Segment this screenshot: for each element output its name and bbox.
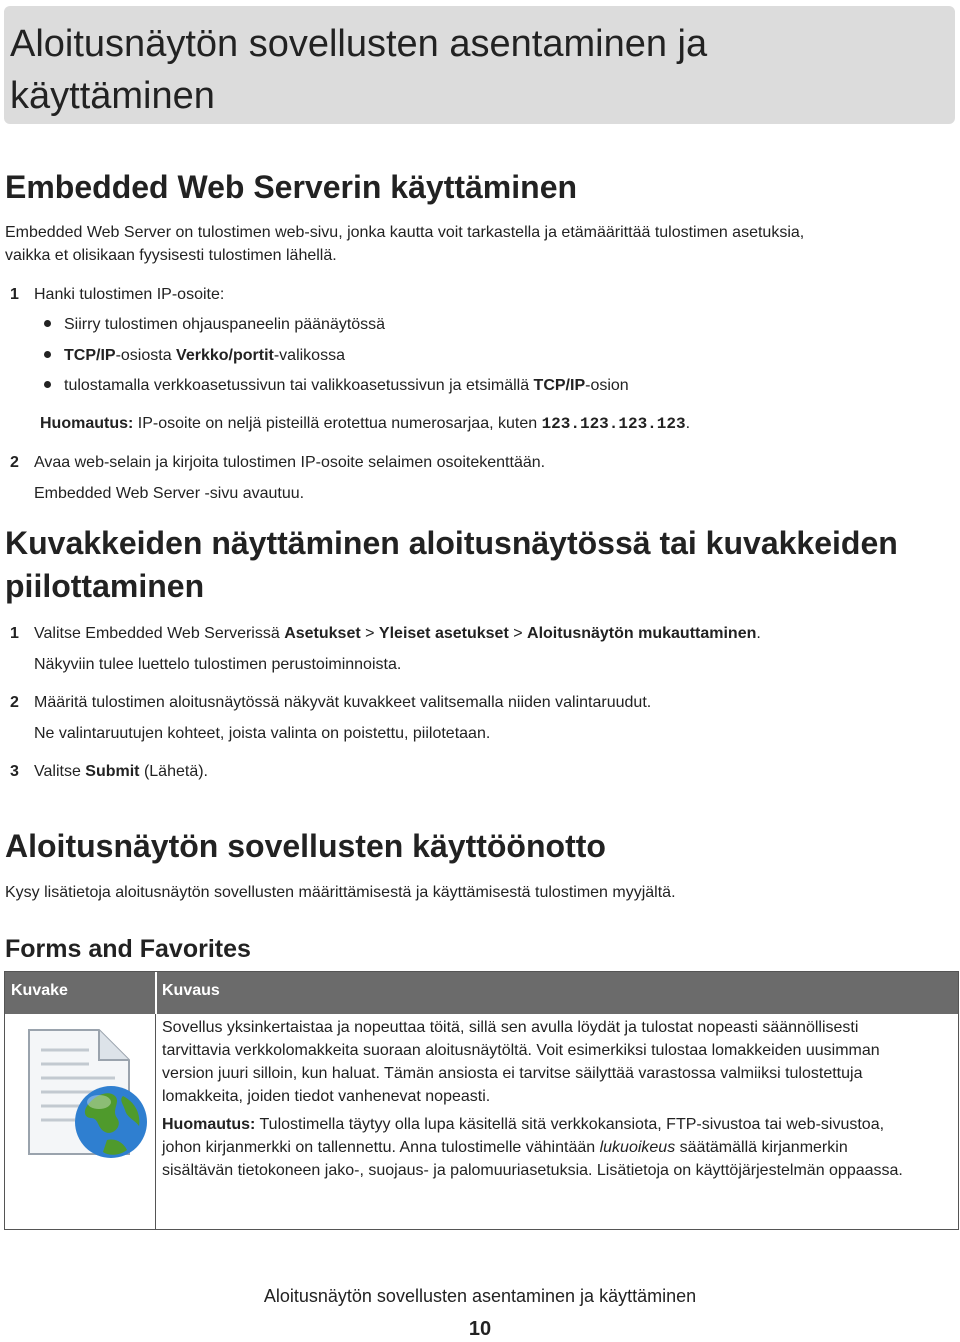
ews-bullet3: tulostamalla verkkoasetussivun tai valikkoasetussivun ja etsimällä TCP/IP-osion [64, 377, 629, 394]
heading-setup: Aloitusnäytön sovellusten käyttöönotto [5, 828, 606, 864]
note-line: sisältävän tietokoneen jako-, suojaus- ja palomuuriasetuksia. Lisätietoja on käyttöjärjestelmän oppaassa. [162, 1162, 903, 1179]
footer-title: Aloitusnäytön sovellusten asentaminen ja käyttäminen [263, 1286, 697, 1306]
note-line: johon kirjanmerkki on tallennettu. Anna tulostimelle vähintään lukuoikeus säätämällä kirjanmerkin [162, 1139, 848, 1156]
note-label: Huomautus: [162, 1116, 256, 1133]
chapter-title-line2: käyttäminen [10, 75, 215, 117]
table-header [5, 972, 958, 1014]
header-divider [155, 972, 157, 1014]
bold-term: TCP/IP [64, 347, 116, 364]
bold-term: Submit [85, 763, 140, 780]
column-divider [155, 1014, 156, 1229]
ip-example: 123.123.123.123 [541, 415, 686, 433]
col-header-desc: Kuvaus [162, 982, 220, 999]
ews-note: Huomautus: IP-osoite on neljä pisteillä erotettua numerosarjaa, kuten 123.123.123.123. [40, 415, 691, 433]
ews-step2-result: Embedded Web Server -sivu avautuu. [34, 485, 305, 502]
heading-forms: Forms and Favorites [5, 935, 251, 963]
desc-line: lomakkeita, joiden tiedot vanhenevat nopeasti. [162, 1088, 491, 1105]
step-number: 2 [10, 694, 19, 711]
note-line: Huomautus: Tulostimella täytyy olla lupa käsitellä sitä verkkokansiota, FTP-sivustoa tai web-sivustoa, [162, 1116, 885, 1133]
bold-term: Yleiset asetukset [378, 625, 509, 642]
note-label: Huomautus: [40, 415, 134, 432]
desc-line: version juuri silloin, kun haluat. Tämän ansiosta ei tarvitse säilyttää varastossa valmiiksi tulostettuja [162, 1065, 863, 1082]
bold-term: Asetukset [284, 625, 361, 642]
heading-ews: Embedded Web Serverin käyttäminen [5, 169, 578, 205]
bold-term: Aloitusnäytön mukauttaminen [527, 625, 757, 642]
app-table [4, 971, 959, 1230]
chapter-title-line1: Aloitusnäytön sovellusten asentaminen ja [10, 23, 708, 65]
step-number: 1 [10, 286, 19, 303]
ews-step1-text: Hanki tulostimen IP-osoite: [34, 286, 225, 303]
bold-term: Verkko/portit [176, 347, 274, 364]
bullet-dot [44, 351, 51, 358]
desc-line: tarvittavia verkkolomakkeita suoraan aloitusnäytöltä. Voit esimerkiksi tulostaa lomakkeiden uusimman [162, 1042, 880, 1059]
forms-favorites-icon [11, 1022, 151, 1162]
desc-line: Sovellus yksinkertaistaa ja nopeuttaa töitä, sillä sen avulla löydät ja tulostat nopeasti säännöllisesti [162, 1019, 859, 1036]
ews-intro-line1: Embedded Web Server on tulostimen web-sivu, jonka kautta voit tarkastella ja etämäärittää tulostimen asetuksia, [5, 224, 805, 241]
ews-intro-line2: vaikka et olisikaan fyysisesti tulostimen lähellä. [5, 247, 337, 264]
icons-step2-result: Ne valintaruutujen kohteet, joista valinta on poistettu, piilotetaan. [34, 725, 491, 742]
setup-text: Kysy lisätietoja aloitusnäytön sovellusten määrittämisestä ja käyttämisestä tulostimen myyjältä. [5, 884, 676, 901]
col-header-icon: Kuvake [11, 982, 68, 999]
app-description [162, 1016, 952, 1108]
icons-step1-text: Valitse Embedded Web Serverissä Asetukset > Yleiset asetukset > Aloitusnäytön mukauttaminen. [34, 625, 761, 642]
chapter-title [4, 6, 955, 124]
step-number: 1 [10, 625, 19, 642]
bullet-dot [44, 320, 51, 327]
icons-step1-result: Näkyviin tulee luettelo tulostimen perustoiminnoista. [34, 656, 402, 673]
ews-bullet2: TCP/IP-osiosta Verkko/portit-valikossa [64, 347, 345, 364]
step-number: 2 [10, 454, 19, 471]
heading-icons-line2: piilottaminen [5, 568, 205, 604]
page-number: 10 [468, 1318, 492, 1340]
icons-step2-text: Määritä tulostimen aloitusnäytössä näkyvät kuvakkeet valitsemalla niiden valintaruudut. [34, 694, 652, 711]
bullet-dot [44, 381, 51, 388]
italic-term: lukuoikeus [599, 1139, 676, 1156]
heading-icons-line1: Kuvakkeiden näyttäminen aloitusnäytössä tai kuvakkeiden [5, 525, 898, 561]
ews-step2-text: Avaa web-selain ja kirjoita tulostimen IP-osoite selaimen osoitekenttään. [34, 454, 546, 471]
icons-step3-text: Valitse Submit (Lähetä). [34, 763, 208, 780]
bold-term: TCP/IP [533, 377, 586, 394]
step-number: 3 [10, 763, 19, 780]
app-note [162, 1113, 952, 1182]
ews-bullet1: Siirry tulostimen ohjauspaneelin päänäytössä [64, 316, 386, 333]
